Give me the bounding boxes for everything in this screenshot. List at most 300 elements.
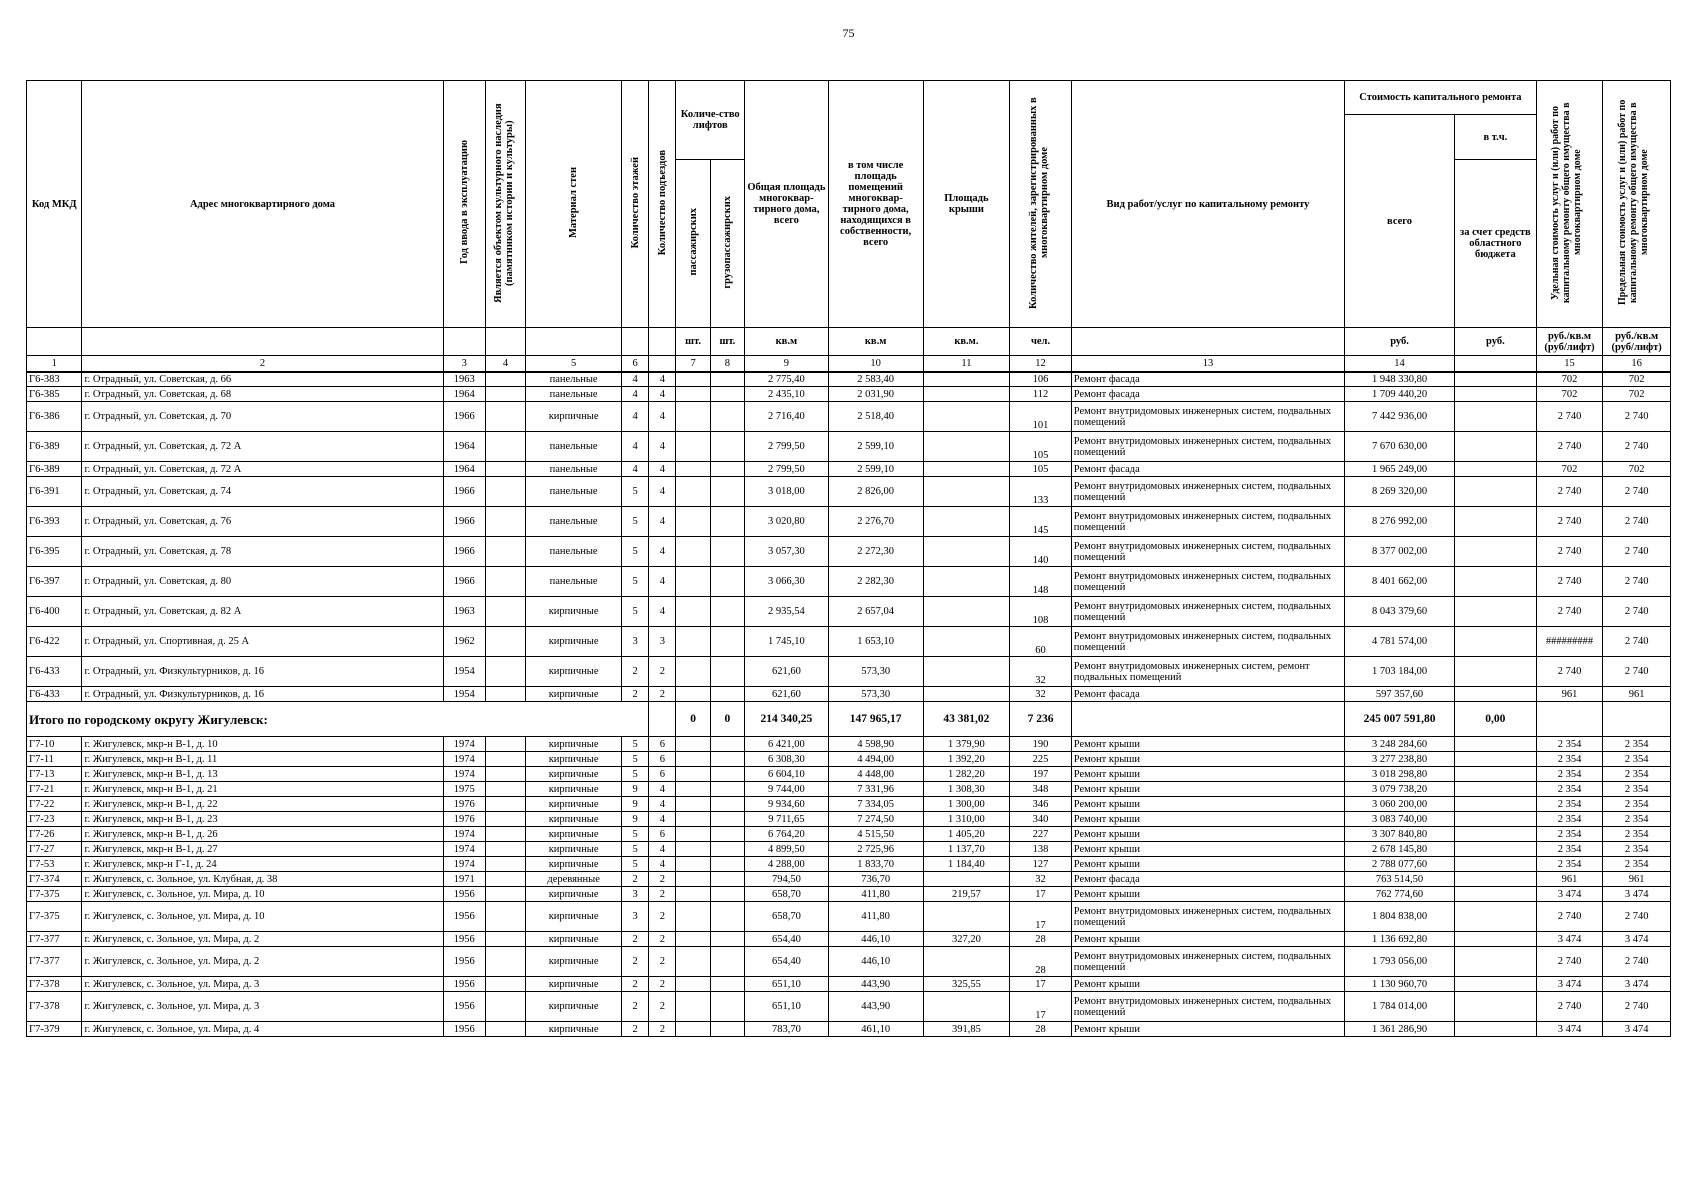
cell-heritage — [485, 767, 525, 782]
cell-address: г. Жигулевск, с. Зольное, ул. Мира, д. 2 — [82, 947, 443, 977]
cell-owned-area: 7 274,50 — [828, 812, 923, 827]
cell-roof-area — [923, 597, 1010, 627]
cell-owned-area: 411,80 — [828, 902, 923, 932]
cell-unit-cost: 2 740 — [1536, 537, 1603, 567]
cell-roof-area: 1 392,20 — [923, 752, 1010, 767]
table-row — [27, 992, 1671, 1022]
total-label: Итого по городскому округу Жигулевск: — [27, 702, 649, 737]
cell-lifts-cargo — [710, 462, 744, 477]
cell-entrances: 2 — [649, 932, 676, 947]
cell-unit-cost: 2 354 — [1536, 782, 1603, 797]
cell-lifts-passenger — [676, 627, 710, 657]
cell-total-area: 794,50 — [745, 872, 829, 887]
column-number: 13 — [1071, 356, 1344, 372]
cell-max-cost: 3 474 — [1603, 977, 1671, 992]
cell-lifts-passenger — [676, 977, 710, 992]
cell-lifts-passenger — [676, 827, 710, 842]
cell-heritage — [485, 537, 525, 567]
cell-lifts-passenger — [676, 507, 710, 537]
cell-lifts-passenger — [676, 597, 710, 627]
cell-lifts-passenger — [676, 462, 710, 477]
cell-cost-regional — [1455, 857, 1537, 872]
cell-owned-area: 573,30 — [828, 657, 923, 687]
cell-lifts-cargo — [710, 597, 744, 627]
cell-material: кирпичные — [526, 1022, 622, 1037]
cell-unit-cost: 2 354 — [1536, 797, 1603, 812]
cell-unit-cost: 2 740 — [1536, 507, 1603, 537]
cell-residents: 28 — [1010, 1022, 1072, 1037]
cell-max-cost: 2 354 — [1603, 782, 1671, 797]
cell-roof-area — [923, 947, 1010, 977]
cell-year: 1974 — [443, 827, 485, 842]
cell-heritage — [485, 977, 525, 992]
cell-roof-area: 1 405,20 — [923, 827, 1010, 842]
cell-cost-regional — [1455, 842, 1537, 857]
cell-heritage — [485, 567, 525, 597]
cell-unit-cost: 961 — [1536, 872, 1603, 887]
header-entrances: Количество подъездов — [649, 81, 676, 328]
cell-total-area: 1 745,10 — [745, 627, 829, 657]
cell-work-type: Ремонт внутридомовых инженерных систем, ремонт подвальных помещений — [1071, 657, 1344, 687]
cell-year: 1956 — [443, 947, 485, 977]
table-row — [27, 842, 1671, 857]
cell-year: 1963 — [443, 372, 485, 387]
cell-owned-area: 2 657,04 — [828, 597, 923, 627]
cell-roof-area: 1 300,00 — [923, 797, 1010, 812]
unit-cost-regional: руб. — [1455, 328, 1537, 356]
cell-cost-regional — [1455, 872, 1537, 887]
cell-year: 1964 — [443, 432, 485, 462]
cell-address: г. Жигулевск, с. Зольное, ул. Клубная, д. 38 — [82, 872, 443, 887]
cell-address: г. Отрадный, ул. Советская, д. 76 — [82, 507, 443, 537]
cell-unit-cost: 2 740 — [1536, 657, 1603, 687]
unit-total-area: кв.м — [745, 328, 829, 356]
cell-floors: 2 — [622, 1022, 649, 1037]
cell-owned-area: 4 448,00 — [828, 767, 923, 782]
cell-owned-area: 2 583,40 — [828, 372, 923, 387]
table-row — [27, 902, 1671, 932]
cell-owned-area: 443,90 — [828, 992, 923, 1022]
cell-entrances: 4 — [649, 507, 676, 537]
cell-lifts-cargo — [710, 902, 744, 932]
cell-max-cost: 702 — [1603, 387, 1671, 402]
cell-entrances: 4 — [649, 812, 676, 827]
cell-work-type: Ремонт крыши — [1071, 812, 1344, 827]
cell-lifts-cargo — [710, 827, 744, 842]
cell-year: 1974 — [443, 737, 485, 752]
cell-code: Г7-10 — [27, 737, 82, 752]
column-number: 6 — [622, 356, 649, 372]
cell-total-area: 2 716,40 — [745, 402, 829, 432]
cell-work-type: Ремонт крыши — [1071, 857, 1344, 872]
cell-address: г. Жигулевск, с. Зольное, ул. Мира, д. 4 — [82, 1022, 443, 1037]
total-row — [27, 702, 1671, 737]
cell-cost-regional — [1455, 687, 1537, 702]
cell-entrances: 4 — [649, 537, 676, 567]
cell-residents: 145 — [1010, 507, 1072, 537]
cell-code: Г7-23 — [27, 812, 82, 827]
table-total — [27, 702, 1671, 737]
cell-lifts-cargo — [710, 992, 744, 1022]
cell-cost-regional — [1455, 432, 1537, 462]
cell-year: 1976 — [443, 797, 485, 812]
column-number: 10 — [828, 356, 923, 372]
cell-entrances: 6 — [649, 752, 676, 767]
total-owned-area: 147 965,17 — [828, 702, 923, 737]
table-row — [27, 827, 1671, 842]
table-row — [27, 387, 1671, 402]
cell-work-type: Ремонт крыши — [1071, 887, 1344, 902]
cell-cost-total: 1 361 286,90 — [1345, 1022, 1455, 1037]
cell-lifts-cargo — [710, 842, 744, 857]
cell-address: г. Жигулевск, мкр-н Г-1, д. 24 — [82, 857, 443, 872]
cell-year: 1975 — [443, 782, 485, 797]
cell-owned-area: 461,10 — [828, 1022, 923, 1037]
cell-lifts-passenger — [676, 372, 710, 387]
cell-residents: 32 — [1010, 687, 1072, 702]
column-number: 14 — [1345, 356, 1455, 372]
table-row — [27, 372, 1671, 387]
cell-lifts-passenger — [676, 567, 710, 597]
header-cost-group: Стоимость капитального ремонта — [1345, 81, 1537, 115]
cell-lifts-cargo — [710, 477, 744, 507]
cell-unit-cost: 2 354 — [1536, 857, 1603, 872]
cell-material: кирпичные — [526, 932, 622, 947]
cell-address: г. Жигулевск, мкр-н В-1, д. 11 — [82, 752, 443, 767]
cell-total-area: 651,10 — [745, 992, 829, 1022]
cell-unit-cost: 2 740 — [1536, 432, 1603, 462]
cell-material: панельные — [526, 372, 622, 387]
cell-unit-cost: 3 474 — [1536, 977, 1603, 992]
cell-cost-regional — [1455, 902, 1537, 932]
header-lifts-cargo: грузопассажирских — [710, 160, 744, 328]
cell-floors: 5 — [622, 507, 649, 537]
cell-total-area: 654,40 — [745, 947, 829, 977]
cell-cost-total: 763 514,50 — [1345, 872, 1455, 887]
cell-code: Г6-433 — [27, 657, 82, 687]
cell-roof-area: 1 379,90 — [923, 737, 1010, 752]
cell-work-type: Ремонт крыши — [1071, 827, 1344, 842]
cell-roof-area — [923, 627, 1010, 657]
cell-work-type: Ремонт крыши — [1071, 932, 1344, 947]
cell-unit-cost: 2 354 — [1536, 827, 1603, 842]
cell-code: Г7-378 — [27, 992, 82, 1022]
cell-address: г. Отрадный, ул. Спортивная, д. 25 А — [82, 627, 443, 657]
cell-entrances: 2 — [649, 657, 676, 687]
cell-floors: 9 — [622, 812, 649, 827]
cell-unit-cost: 2 740 — [1536, 992, 1603, 1022]
cell-cost-regional — [1455, 992, 1537, 1022]
cell-lifts-passenger — [676, 857, 710, 872]
cell-residents: 28 — [1010, 947, 1072, 977]
cell-material: кирпичные — [526, 887, 622, 902]
cell-work-type: Ремонт внутридомовых инженерных систем, подвальных помещений — [1071, 627, 1344, 657]
cell-floors: 4 — [622, 432, 649, 462]
cell-roof-area: 1 310,00 — [923, 812, 1010, 827]
cell-total-area: 621,60 — [745, 657, 829, 687]
cell-max-cost: 2 354 — [1603, 752, 1671, 767]
header-material: Материал стен — [526, 81, 622, 328]
cell-address: г. Жигулевск, с. Зольное, ул. Мира, д. 2 — [82, 932, 443, 947]
column-number: 8 — [710, 356, 744, 372]
capital-repair-table — [26, 80, 1671, 1037]
cell-cost-regional — [1455, 932, 1537, 947]
cell-heritage — [485, 827, 525, 842]
cell-owned-area: 4 515,50 — [828, 827, 923, 842]
cell-residents: 32 — [1010, 872, 1072, 887]
cell-material: кирпичные — [526, 752, 622, 767]
cell-work-type: Ремонт фасада — [1071, 687, 1344, 702]
cell-lifts-passenger — [676, 932, 710, 947]
column-number: 9 — [745, 356, 829, 372]
cell-cost-total: 3 307 840,80 — [1345, 827, 1455, 842]
cell-year: 1956 — [443, 902, 485, 932]
cell-work-type: Ремонт крыши — [1071, 737, 1344, 752]
cell-code: Г6-397 — [27, 567, 82, 597]
cell-work-type: Ремонт фасада — [1071, 372, 1344, 387]
cell-owned-area: 446,10 — [828, 947, 923, 977]
unit-max-cost: руб./кв.м (руб/лифт) — [1603, 328, 1671, 356]
unit-lift-passenger: шт. — [676, 328, 710, 356]
cell-heritage — [485, 887, 525, 902]
cell-total-area: 3 066,30 — [745, 567, 829, 597]
cell-roof-area: 1 184,40 — [923, 857, 1010, 872]
cell-lifts-cargo — [710, 737, 744, 752]
table-row — [27, 737, 1671, 752]
cell-year: 1963 — [443, 597, 485, 627]
cell-year: 1956 — [443, 932, 485, 947]
cell-roof-area — [923, 567, 1010, 597]
table-row — [27, 597, 1671, 627]
cell-cost-total: 1 948 330,80 — [1345, 372, 1455, 387]
cell-lifts-passenger — [676, 767, 710, 782]
cell-unit-cost: 2 354 — [1536, 752, 1603, 767]
cell-address: г. Жигулевск, мкр-н В-1, д. 21 — [82, 782, 443, 797]
cell-entrances: 2 — [649, 1022, 676, 1037]
table-row — [27, 477, 1671, 507]
cell-code: Г7-53 — [27, 857, 82, 872]
cell-code: Г6-422 — [27, 627, 82, 657]
cell-code: Г6-383 — [27, 372, 82, 387]
cell-material: панельные — [526, 462, 622, 477]
cell-max-cost: 2 740 — [1603, 432, 1671, 462]
cell-lifts-cargo — [710, 812, 744, 827]
cell-material: панельные — [526, 507, 622, 537]
column-number — [1455, 356, 1537, 372]
cell-floors: 2 — [622, 992, 649, 1022]
cell-roof-area: 219,57 — [923, 887, 1010, 902]
cell-owned-area: 2 599,10 — [828, 432, 923, 462]
cell-total-area: 2 775,40 — [745, 372, 829, 387]
cell-total-area: 4 288,00 — [745, 857, 829, 872]
cell-heritage — [485, 477, 525, 507]
cell-year: 1966 — [443, 567, 485, 597]
cell-material: кирпичные — [526, 737, 622, 752]
cell-residents: 138 — [1010, 842, 1072, 857]
cell-entrances: 4 — [649, 477, 676, 507]
cell-heritage — [485, 812, 525, 827]
cell-address: г. Отрадный, ул. Советская, д. 80 — [82, 567, 443, 597]
cell-year: 1974 — [443, 857, 485, 872]
cell-floors: 9 — [622, 782, 649, 797]
cell-residents: 28 — [1010, 932, 1072, 947]
cell-code: Г7-378 — [27, 977, 82, 992]
cell-cost-regional — [1455, 767, 1537, 782]
cell-heritage — [485, 432, 525, 462]
cell-lifts-cargo — [710, 752, 744, 767]
cell-address: г. Отрадный, ул. Физкультурников, д. 16 — [82, 687, 443, 702]
cell-floors: 2 — [622, 657, 649, 687]
cell-floors: 2 — [622, 947, 649, 977]
cell-address: г. Жигулевск, мкр-н В-1, д. 27 — [82, 842, 443, 857]
cell-residents: 197 — [1010, 767, 1072, 782]
cell-unit-cost: 2 740 — [1536, 567, 1603, 597]
table-row — [27, 402, 1671, 432]
cell-address: г. Отрадный, ул. Советская, д. 72 А — [82, 462, 443, 477]
cell-entrances: 4 — [649, 462, 676, 477]
total-total-area: 214 340,25 — [745, 702, 829, 737]
cell-heritage — [485, 857, 525, 872]
cell-lifts-cargo — [710, 857, 744, 872]
cell-max-cost: 2 354 — [1603, 737, 1671, 752]
cell-year: 1954 — [443, 657, 485, 687]
cell-floors: 5 — [622, 857, 649, 872]
cell-code: Г7-22 — [27, 797, 82, 812]
column-number: 16 — [1603, 356, 1671, 372]
cell-owned-area: 2 031,90 — [828, 387, 923, 402]
cell-owned-area: 7 334,05 — [828, 797, 923, 812]
total-roof-area: 43 381,02 — [923, 702, 1010, 737]
cell-residents: 17 — [1010, 992, 1072, 1022]
cell-cost-regional — [1455, 537, 1537, 567]
header-year: Год ввода в эксплуатацию — [443, 81, 485, 328]
cell-cost-total: 3 079 738,20 — [1345, 782, 1455, 797]
cell-owned-area: 4 598,90 — [828, 737, 923, 752]
cell-max-cost: 2 740 — [1603, 947, 1671, 977]
cell-year: 1974 — [443, 767, 485, 782]
cell-work-type: Ремонт внутридомовых инженерных систем, подвальных помещений — [1071, 902, 1344, 932]
cell-cost-total: 3 060 200,00 — [1345, 797, 1455, 812]
cell-total-area: 6 764,20 — [745, 827, 829, 842]
cell-address: г. Отрадный, ул. Физкультурников, д. 16 — [82, 657, 443, 687]
page-number: 75 — [842, 26, 855, 40]
cell-work-type: Ремонт крыши — [1071, 842, 1344, 857]
cell-code: Г6-433 — [27, 687, 82, 702]
cell-unit-cost: 2 740 — [1536, 947, 1603, 977]
cell-unit-cost: 2 354 — [1536, 737, 1603, 752]
column-number: 1 — [27, 356, 82, 372]
cell-max-cost: 2 354 — [1603, 767, 1671, 782]
cell-material: кирпичные — [526, 857, 622, 872]
cell-year: 1962 — [443, 627, 485, 657]
cell-residents: 32 — [1010, 657, 1072, 687]
cell-cost-regional — [1455, 402, 1537, 432]
cell-residents: 148 — [1010, 567, 1072, 597]
cell-lifts-passenger — [676, 737, 710, 752]
cell-residents: 105 — [1010, 462, 1072, 477]
table-row — [27, 1022, 1671, 1037]
cell-roof-area: 327,20 — [923, 932, 1010, 947]
cell-floors: 4 — [622, 387, 649, 402]
cell-total-area: 9 711,65 — [745, 812, 829, 827]
cell-roof-area: 1 137,70 — [923, 842, 1010, 857]
cell-owned-area: 7 331,96 — [828, 782, 923, 797]
cell-lifts-cargo — [710, 387, 744, 402]
cell-unit-cost: 2 354 — [1536, 812, 1603, 827]
cell-floors: 5 — [622, 737, 649, 752]
cell-address: г. Отрадный, ул. Советская, д. 82 А — [82, 597, 443, 627]
cell-lifts-passenger — [676, 477, 710, 507]
cell-entrances: 2 — [649, 902, 676, 932]
cell-roof-area — [923, 537, 1010, 567]
table-row — [27, 432, 1671, 462]
cell-heritage — [485, 687, 525, 702]
cell-year: 1966 — [443, 402, 485, 432]
cell-owned-area: 411,80 — [828, 887, 923, 902]
cell-heritage — [485, 402, 525, 432]
cell-max-cost: 3 474 — [1603, 932, 1671, 947]
cell-lifts-cargo — [710, 872, 744, 887]
cell-cost-regional — [1455, 782, 1537, 797]
cell-roof-area — [923, 402, 1010, 432]
cell-heritage — [485, 782, 525, 797]
cell-floors: 2 — [622, 872, 649, 887]
cell-entrances: 6 — [649, 827, 676, 842]
cell-address: г. Отрадный, ул. Советская, д. 70 — [82, 402, 443, 432]
cell-residents: 105 — [1010, 432, 1072, 462]
cell-max-cost: 2 354 — [1603, 827, 1671, 842]
cell-code: Г7-375 — [27, 902, 82, 932]
cell-unit-cost: 3 474 — [1536, 887, 1603, 902]
cell-lifts-passenger — [676, 947, 710, 977]
cell-owned-area: 2 272,30 — [828, 537, 923, 567]
cell-cost-regional — [1455, 372, 1537, 387]
cell-unit-cost: 3 474 — [1536, 1022, 1603, 1037]
cell-work-type: Ремонт фасада — [1071, 387, 1344, 402]
cell-max-cost: 2 740 — [1603, 597, 1671, 627]
cell-floors: 2 — [622, 977, 649, 992]
cell-year: 1964 — [443, 462, 485, 477]
unit-residents: чел. — [1010, 328, 1072, 356]
cell-cost-total: 1 709 440,20 — [1345, 387, 1455, 402]
cell-lifts-passenger — [676, 872, 710, 887]
cell-cost-total: 4 781 574,00 — [1345, 627, 1455, 657]
cell-owned-area: 2 599,10 — [828, 462, 923, 477]
column-number: 5 — [526, 356, 622, 372]
cell-max-cost: 2 354 — [1603, 842, 1671, 857]
cell-max-cost: 2 740 — [1603, 992, 1671, 1022]
table-row — [27, 767, 1671, 782]
table-row — [27, 812, 1671, 827]
cell-total-area: 9 934,60 — [745, 797, 829, 812]
cell-residents: 227 — [1010, 827, 1072, 842]
cell-entrances: 6 — [649, 737, 676, 752]
header-cost-regional: за счет средств областного бюджета — [1455, 160, 1537, 328]
column-number: 15 — [1536, 356, 1603, 372]
cell-work-type: Ремонт крыши — [1071, 977, 1344, 992]
cell-total-area: 2 935,54 — [745, 597, 829, 627]
cell-max-cost: 2 354 — [1603, 812, 1671, 827]
cell-lifts-cargo — [710, 932, 744, 947]
cell-roof-area — [923, 992, 1010, 1022]
header-cost-total: всего — [1345, 115, 1455, 328]
cell-material: кирпичные — [526, 827, 622, 842]
table-row — [27, 627, 1671, 657]
table-row — [27, 932, 1671, 947]
cell-owned-area: 443,90 — [828, 977, 923, 992]
cell-work-type: Ремонт фасада — [1071, 462, 1344, 477]
cell-year: 1976 — [443, 812, 485, 827]
